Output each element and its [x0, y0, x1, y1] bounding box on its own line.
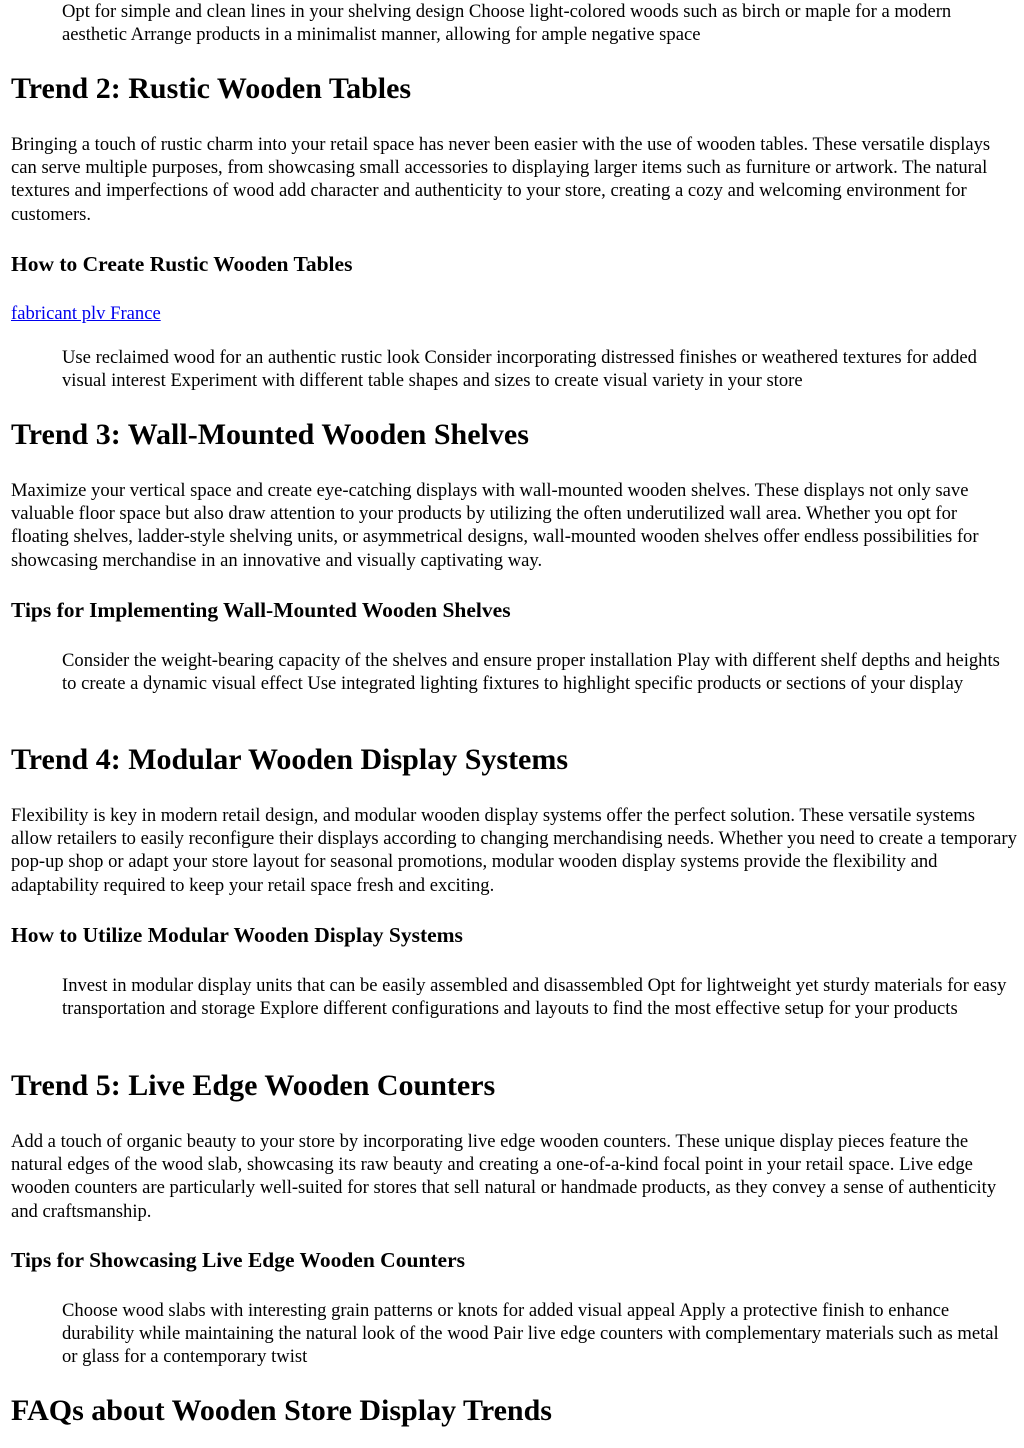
- paragraph-trend-4: Flexibility is key in modern retail design, and modular wooden display systems offer the perfect solution. These versatile systems allow retailers to easily reconfigure their displays according to changing merchandising needs. Whether you need to create a temporary pop-up shop or adapt your store layout for seasonal promotions, modular wooden display systems provide the flexibility and adaptability required to keep your retail space fresh and exciting.: [11, 805, 1017, 896]
- heading-trend-2: Trend 2: Rustic Wooden Tables: [11, 72, 412, 105]
- paragraph-trend-2: Bringing a touch of rustic charm into your retail space has never been easier with the use of wooden tables. These versatile displays can serve multiple purposes, from showcasing small accessories to displaying larger items such as furniture or artwork. The natural textures and imperfections of wood add character and authenticity to your store, creating a cozy and welcoming environment for customers.: [11, 134, 991, 225]
- link-fabricant-plv[interactable]: fabricant plv France: [11, 303, 161, 324]
- list-item-trend-3-tips: Consider the weight-bearing capacity of the shelves and ensure proper installation Play with different shelf depths and heights to create a dynamic visual effect Use integrated lighting fixtures to highlight specific products or sections of your display: [62, 650, 1000, 695]
- subheading-trend-3: Tips for Implementing Wall-Mounted Wooden Shelves: [11, 598, 511, 622]
- list-item-trend-1-tips: Opt for simple and clean lines in your shelving design Choose light-colored woods such as birch or maple for a modern aesthetic Arrange products in a minimalist manner, allowing for ample negative space: [62, 1, 952, 46]
- paragraph-trend-5: Add a touch of organic beauty to your store by incorporating live edge wooden counters. These unique display pieces feature the natural edges of the wood slab, showcasing its raw beauty and creating a one-of-a-kind focal point in your retail space. Live edge wooden counters are particularly well-suited for stores that sell natural or handmade products, as they convey a sense of authenticity and craftsmanship.: [11, 1131, 997, 1222]
- list-item-trend-2-tips: Use reclaimed wood for an authentic rustic look Consider incorporating distressed finishes or weathered textures for added visual interest Experiment with different table shapes and sizes to create visual variety in your store: [62, 347, 977, 392]
- list-item-trend-4-tips: Invest in modular display units that can be easily assembled and disassembled Opt for lightweight yet sturdy materials for easy transportation and storage Explore different configurations and layouts to find the most effective setup for your products: [62, 975, 1007, 1020]
- list-item-trend-5-tips: Choose wood slabs with interesting grain patterns or knots for added visual appeal Apply a protective finish to enhance durability while maintaining the natural look of the wood Pair live edge counters with complementary materials such as metal or glass for a contemporary twist: [62, 1300, 999, 1368]
- subheading-trend-4: How to Utilize Modular Wooden Display Systems: [11, 923, 463, 947]
- heading-trend-4: Trend 4: Modular Wooden Display Systems: [11, 743, 569, 776]
- heading-trend-3: Trend 3: Wall-Mounted Wooden Shelves: [11, 418, 529, 451]
- subheading-trend-5: Tips for Showcasing Live Edge Wooden Counters: [11, 1248, 465, 1272]
- heading-trend-5: Trend 5: Live Edge Wooden Counters: [11, 1069, 496, 1102]
- heading-faq: FAQs about Wooden Store Display Trends: [11, 1394, 552, 1427]
- paragraph-trend-3: Maximize your vertical space and create eye-catching displays with wall-mounted wooden shelves. These displays not only save valuable floor space but also draw attention to your products by utilizing the often underutilized wall area. Whether you opt for floating shelves, ladder-style shelving units, or asymmetrical designs, wall-mounted wooden shelves offer endless possibilities for showcasing merchandise in an innovative and visually captivating way.: [11, 480, 979, 571]
- subheading-trend-2: How to Create Rustic Wooden Tables: [11, 252, 353, 276]
